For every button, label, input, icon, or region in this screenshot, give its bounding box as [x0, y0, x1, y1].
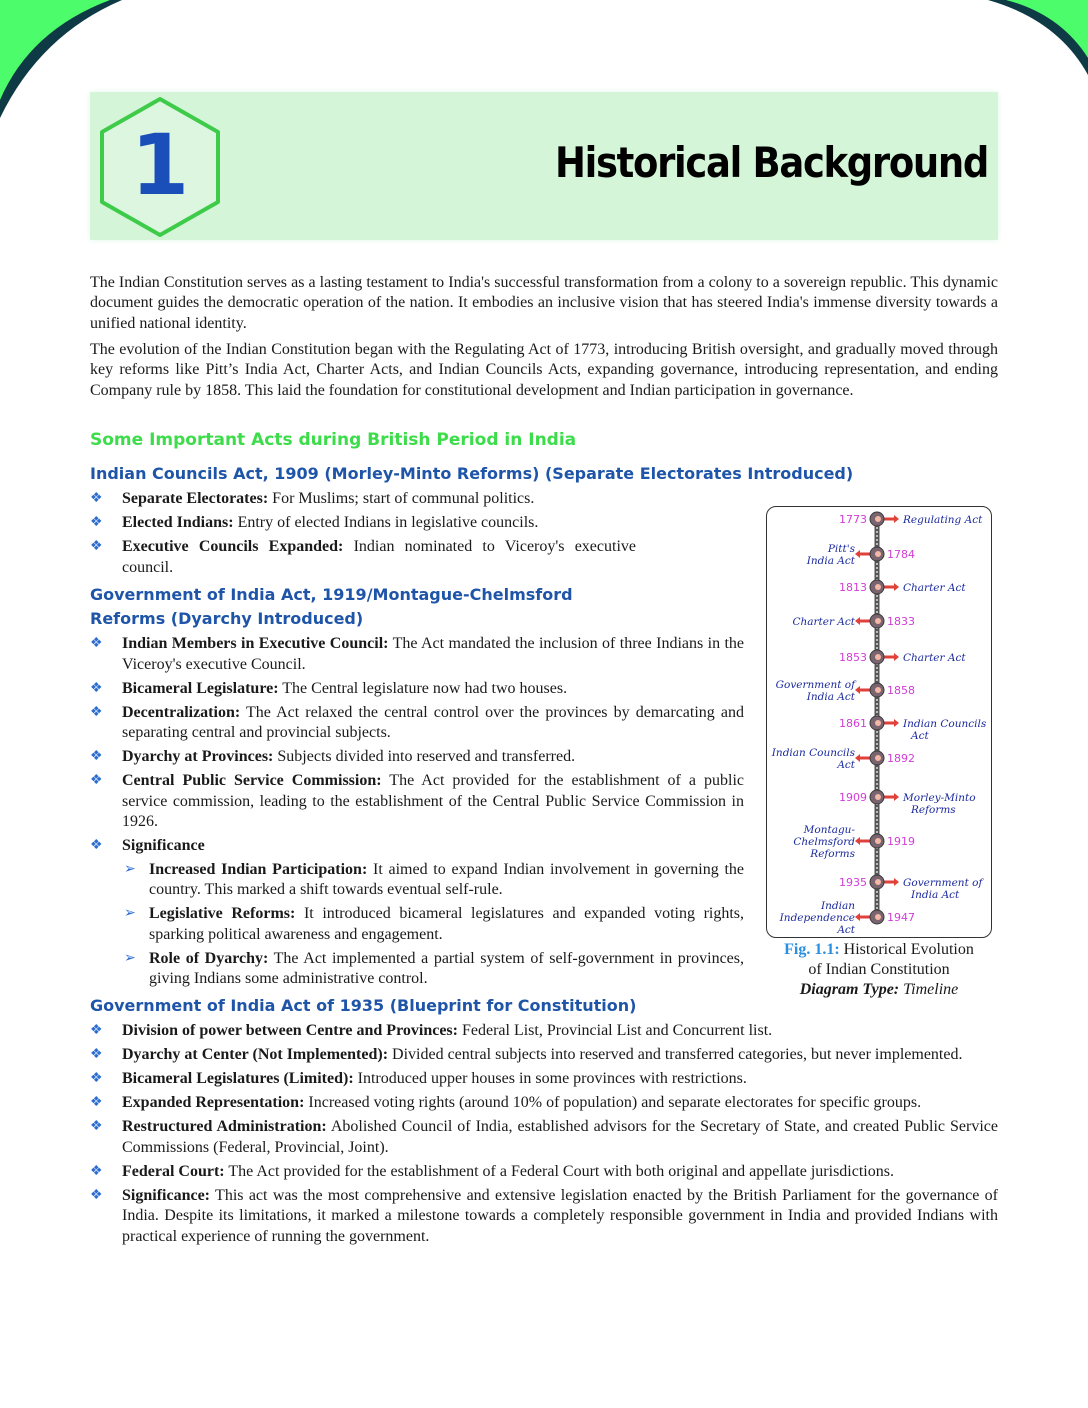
arrow-bullet-icon: ➢ — [124, 950, 136, 966]
bullet-item: ❖ Significance: This act was the most comprehensive and extensive legislation enacted by the British Parliament for the governance of India. Despite its limitations, it marked a milestone towards a completely responsible government in India and provided Indians with practical experience of running the government. — [90, 1186, 998, 1245]
chapter-number: 1 — [130, 116, 190, 214]
timeline-label: Montagu- — [803, 824, 855, 836]
bullet-item: ❖ Bicameral Legislatures (Limited): Introduced upper houses in some provinces with restrictions. — [90, 1069, 998, 1090]
diamond-bullet-icon: ❖ — [90, 680, 103, 696]
bullet-item: ❖ Indian Members in Executive Council: The Act mandated the inclusion of three Indians in the Viceroy's executive Council. — [90, 635, 745, 673]
timeline-label: Indian Councils — [771, 747, 855, 759]
timeline-year: 1813 — [839, 581, 867, 594]
timeline-figure — [766, 506, 992, 938]
timeline-label: Chelmsford — [793, 836, 855, 848]
timeline-year: 1947 — [887, 911, 915, 924]
bullet-item: ❖ Central Public Service Commission: The Act provided for the establishment of a public service commission, leading to the establishment of the Central Public Service Commission in 1926. — [90, 772, 744, 830]
timeline-label: Government of — [903, 877, 983, 889]
act-heading-1935: Government of India Act of 1935 (Blueprint for Constitution) — [90, 996, 637, 1015]
timeline-label: Act — [911, 730, 929, 742]
arrow-bullet-icon: ➢ — [124, 906, 136, 921]
sub-bullet-item: ➢ Role of Dyarchy: The Act implemented a partial system of self-government in provinces, giving Indians some administrative control. — [124, 949, 745, 987]
diamond-bullet-icon: ❖ — [90, 1047, 103, 1062]
timeline-label: Charter Act — [903, 652, 966, 664]
timeline-year: 1784 — [887, 548, 915, 561]
bullet-item: ❖ Federal Court: The Act provided for the establishment of a Federal Court with both original and appellate jurisdictions. — [90, 1162, 998, 1183]
timeline-label: Government of — [775, 679, 855, 691]
diamond-bullet-icon: ❖ — [90, 539, 103, 554]
bullet-item: ❖ Elected Indians: Entry of elected Indians in legislative councils. — [90, 513, 636, 534]
bullet-item: ❖ Significance ➢ Increased Indian Participation: It aimed to expand Indian involvement in governing the country. This marked a shift towards eventual self-rule. ➢ Legislative Reforms: It introduced bicameral legislatures and expanded voting rights, sparking political awareness and engagement. ➢ Role of Dyarchy: The Act implemented a partial system of self-government in provinces, giving Indians some administrative control. — [90, 836, 744, 990]
timeline-label: Charter Act — [903, 582, 966, 594]
timeline-label: Reforms — [810, 848, 855, 860]
diamond-bullet-icon: ❖ — [90, 1163, 103, 1179]
timeline-label: Pitt's — [827, 543, 855, 555]
arrow-bullet-icon: ➢ — [124, 861, 136, 877]
diamond-bullet-icon: ❖ — [90, 1023, 103, 1038]
timeline-label: Reforms — [911, 804, 956, 816]
diamond-bullet-icon: ❖ — [90, 838, 103, 853]
timeline-label: India Act — [911, 889, 960, 901]
timeline-year: 1892 — [887, 752, 915, 765]
bullet-item: ❖ Dyarchy at Provinces: Subjects divided into reserved and transferred. — [90, 747, 744, 768]
diamond-bullet-icon: ❖ — [90, 749, 103, 764]
bullet-item: ❖ Dyarchy at Center (Not Implemented): Divided central subjects into reserved and transferred categories, but never implemented. — [90, 1045, 998, 1066]
act-1919-points — [90, 634, 744, 993]
bullet-item: ❖ Division of power between Centre and Provinces: Federal List, Provincial List and Concurrent list. — [90, 1021, 998, 1042]
intro-paragraph: The evolution of the Indian Constitution began with the Regulating Act of 1773, introducing British oversight, and gradually moved through key reforms like Pitt’s India Act, Charter Acts, and Indian Councils Acts, expanding governance, introducing representation, and ending Company rule by 1858. This laid the foundation for constitutional development and Indian participation in governance. — [90, 341, 998, 399]
section-heading: Some Important Acts during British Period in India — [90, 430, 577, 450]
timeline-year: 1773 — [839, 513, 867, 526]
figure-caption: Fig. 1.1: Historical Evolution of Indian Constitution Diagram Type: Timeline — [784, 941, 974, 998]
timeline-label: Morley-Minto — [903, 792, 976, 804]
bullet-item: ❖ Executive Councils Expanded: Indian nominated to Viceroy's executive council. — [90, 538, 636, 576]
timeline-label: Charter Act — [792, 616, 855, 628]
timeline-label: India Act — [806, 555, 855, 567]
diamond-bullet-icon: ❖ — [90, 636, 103, 651]
timeline-year: 1833 — [887, 615, 915, 628]
sub-bullet-item: ➢ Legislative Reforms: It introduced bicameral legislatures and expanded voting rights, sparking political awareness and engagement. — [124, 905, 745, 943]
timeline-year: 1909 — [839, 791, 867, 804]
diamond-bullet-icon: ❖ — [90, 1095, 103, 1110]
bullet-item: ❖ Separate Electorates: For Muslims; start of communal politics. — [90, 489, 636, 510]
corner-decoration-right — [988, 0, 1088, 75]
intro-paragraph: The Indian Constitution serves as a lasting testament to India's successful transformation from a colony to a sovereign republic. This dynamic document guides the democratic operation of the nation. It embodies an inclusive vision that has steered India's immense diversity towards a unified national identity. — [90, 274, 998, 332]
act-1935-points — [90, 1021, 998, 1251]
diamond-bullet-icon: ❖ — [90, 1187, 103, 1203]
timeline-year: 1919 — [887, 835, 915, 848]
timeline-label: Regulating Act — [903, 514, 983, 526]
timeline-label: India Act — [806, 691, 855, 703]
timeline-label: Act — [837, 924, 855, 936]
timeline-label: Independence — [779, 912, 855, 924]
sub-bullet-item: ➢ Increased Indian Participation: It aimed to expand Indian involvement in governing the country. This marked a shift towards eventual self-rule. — [124, 860, 745, 898]
significance-subpoints — [122, 860, 744, 990]
timeline-label: Indian Councils — [903, 718, 987, 730]
timeline-label: Indian — [820, 900, 855, 912]
diamond-bullet-icon: ❖ — [90, 773, 103, 788]
act-1909-points — [90, 489, 636, 582]
timeline-year: 1861 — [839, 717, 867, 730]
act-heading-1919: Government of India Act, 1919/Montague-Chelmsford Reforms (Dyarchy Introduced) — [90, 585, 573, 628]
timeline-diagram — [767, 507, 991, 937]
timeline-label: Act — [837, 759, 855, 771]
act-heading-1909: Indian Councils Act, 1909 (Morley-Minto Reforms) (Separate Electorates Introduced) — [90, 464, 854, 483]
timeline-year: 1935 — [839, 876, 867, 889]
bullet-item: ❖ Decentralization: The Act relaxed the central control over the provinces by demarcating and separating central and provincial subjects. — [90, 703, 744, 741]
timeline-year: 1853 — [839, 651, 867, 664]
diamond-bullet-icon: ❖ — [90, 515, 103, 530]
diamond-bullet-icon: ❖ — [90, 1071, 103, 1086]
diamond-bullet-icon: ❖ — [90, 491, 103, 506]
bullet-item: ❖ Expanded Representation: Increased voting rights (around 10% of population) and separate electorates for specific groups. — [90, 1093, 998, 1114]
diamond-bullet-icon: ❖ — [90, 704, 103, 720]
bullet-item: ❖ Bicameral Legislature: The Central legislature now had two houses. — [90, 679, 744, 700]
diamond-bullet-icon: ❖ — [90, 1119, 103, 1134]
bullet-item: ❖ Restructured Administration: Abolished Council of India, established advisors for the Secretary of State, and created Public Service Commissions (Federal, Provincial, Joint). — [90, 1118, 998, 1156]
chapter-title: Historical Background — [555, 138, 988, 187]
timeline-year: 1858 — [887, 684, 915, 697]
